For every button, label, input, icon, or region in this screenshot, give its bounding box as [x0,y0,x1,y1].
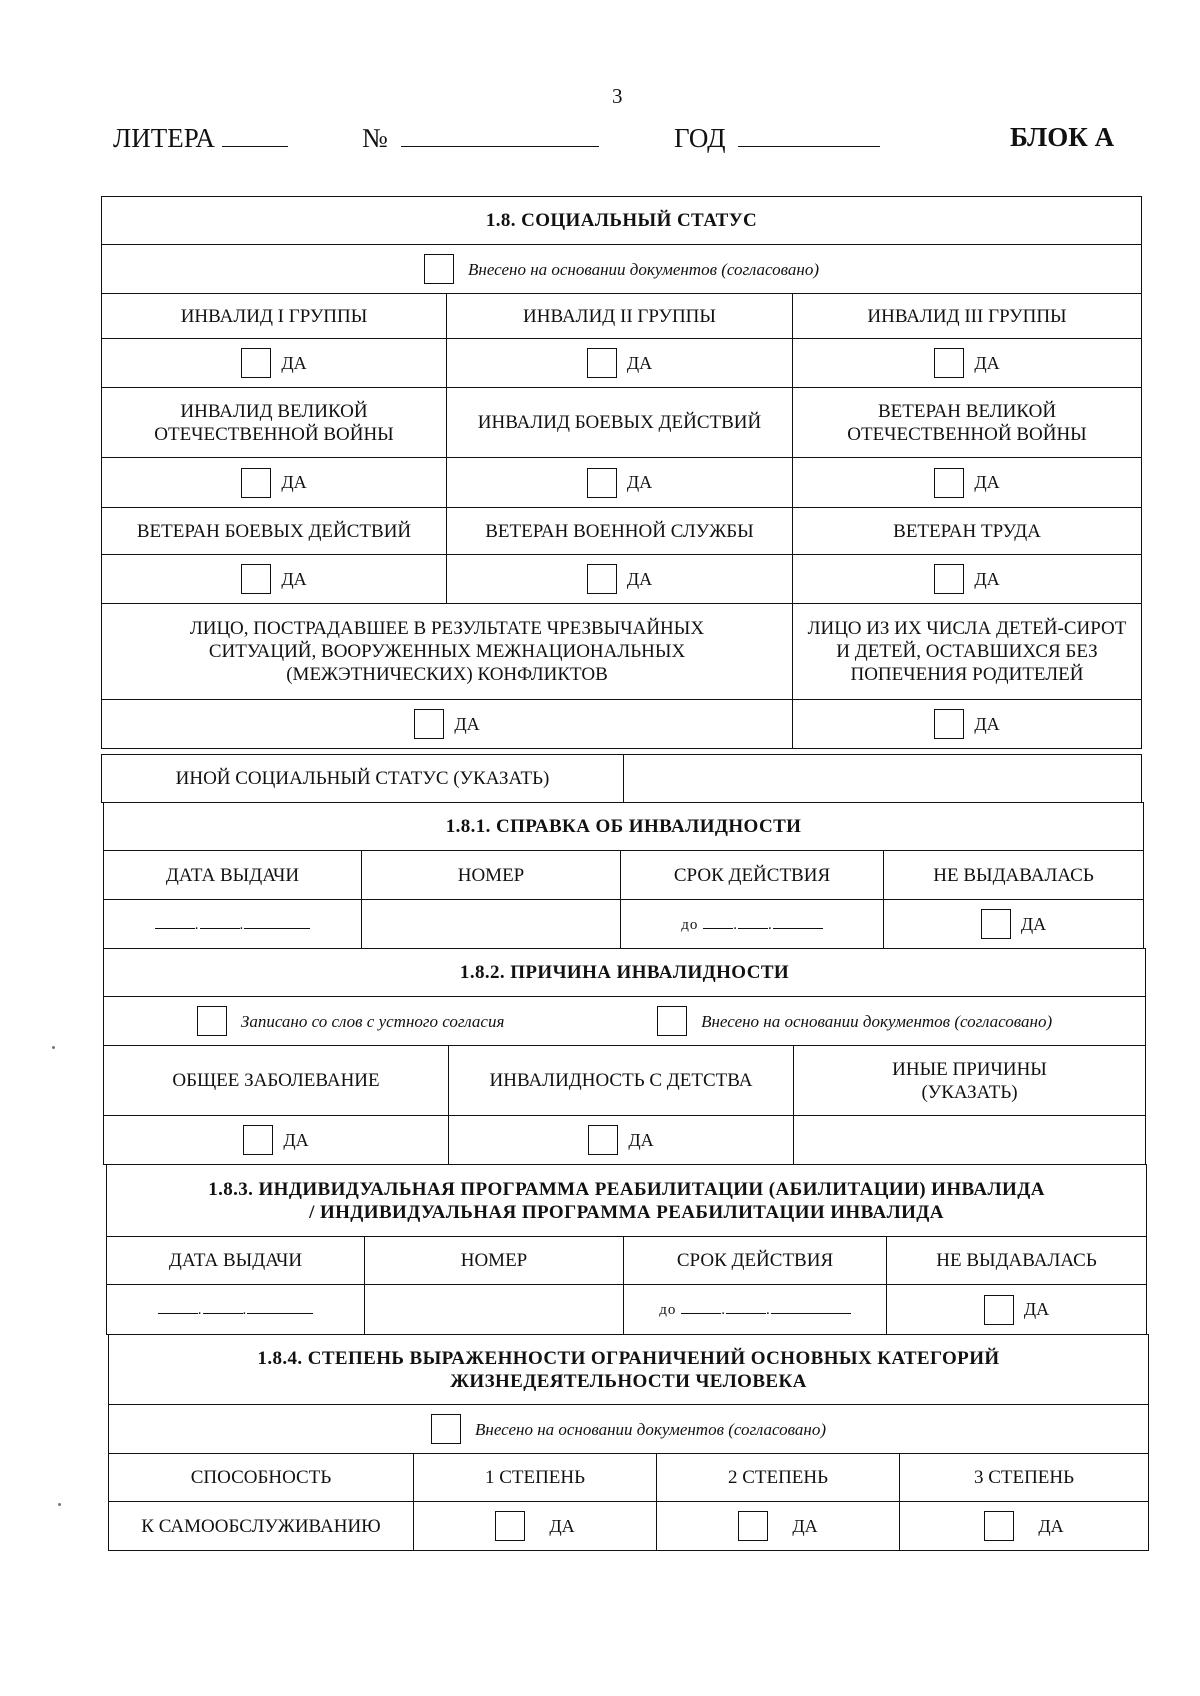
orphan-checkbox[interactable] [934,709,964,739]
section-1-8-4-title-line1: 1.8.4. СТЕПЕНЬ ВЫРАЖЕННОСТИ ОГРАНИЧЕНИЙ ОСНОВНЫХ КАТЕГОРИЙ [257,1347,1000,1369]
disabled-group-3-yes-cell [793,339,1142,388]
from-childhood-label: ИНВАЛИДНОСТЬ С ДЕТСТВА [449,1046,794,1116]
cert-validity-label: СРОК ДЕЙСТВИЯ [621,851,884,900]
wwii-veteran-yes-cell [793,458,1142,508]
disabled-group-3-checkbox[interactable] [934,348,964,378]
litera-field [113,122,288,154]
from-childhood-yes-cell [449,1116,794,1165]
wwii-disabled-label: ИНВАЛИД ВЕЛИКОЙ ОТЕЧЕСТВЕННОЙ ВОЙНЫ [102,388,447,458]
wwii-veteran-label: ВЕТЕРАН ВЕЛИКОЙ ОТЕЧЕСТВЕННОЙ ВОЙНЫ [793,388,1142,458]
emergency-victim-yes-cell [102,700,793,749]
combat-disabled-checkbox[interactable] [587,468,617,498]
degree-3-label: 3 СТЕПЕНЬ [900,1454,1149,1502]
limits-docs-confirmed-checkbox[interactable] [431,1414,461,1444]
year-field [674,122,880,154]
ipr-not-issued-label: НЕ ВЫДАВАЛАСЬ [887,1237,1147,1285]
yes-label: ДА [974,568,1000,589]
self-care-degree-3-checkbox[interactable] [984,1511,1014,1541]
ipr-not-issued-yes-cell [887,1285,1147,1335]
life-activity-limits-table [108,1334,1149,1551]
disabled-group-2-checkbox[interactable] [587,348,617,378]
self-care-degree-3-cell [900,1502,1149,1551]
cert-number-label: НОМЕР [362,851,621,900]
combat-disabled-label: ИНВАЛИД БОЕВЫХ ДЕЙСТВИЙ [447,388,793,458]
cert-issue-date-label: ДАТА ВЫДАЧИ [104,851,362,900]
section-1-8-3-title-line1: 1.8.3. ИНДИВИДУАЛЬНАЯ ПРОГРАММА РЕАБИЛИТАЦИИ (АБИЛИТАЦИИ) ИНВАЛИДА [208,1178,1045,1200]
yes-label: ДА [549,1515,575,1536]
oral-consent-label: Записано со слов с устного согласия [240,1011,505,1031]
degree-1-label: 1 СТЕПЕНЬ [414,1454,657,1502]
disability-cause-table [103,948,1146,1165]
yes-label: ДА [281,472,307,492]
other-reasons-input[interactable] [794,1116,1146,1165]
yes-label: ДА [974,713,1000,734]
combat-veteran-checkbox[interactable] [241,564,271,594]
ipr-validity-label: СРОК ДЕЙСТВИЯ [624,1237,887,1285]
other-status-table [101,754,1142,803]
section-1-8-4-title [109,1335,1149,1405]
docs-note-label: Внесено на основании документов (согласовано) [468,259,819,279]
general-disease-checkbox[interactable] [243,1125,273,1155]
military-veteran-yes-cell [447,555,793,604]
yes-label: ДА [974,472,1000,492]
labor-veteran-yes-cell [793,555,1142,604]
emergency-victim-label: ЛИЦО, ПОСТРАДАВШЕЕ В РЕЗУЛЬТАТЕ ЧРЕЗВЫЧАЙНЫХ СИТУАЦИЙ, ВООРУЖЕННЫХ МЕЖНАЦИОНАЛЬНЫХ (МЕЖЭТНИЧЕСКИХ) КОНФЛИКТОВ [102,604,793,700]
yes-label: ДА [974,352,1000,373]
ipr-number-input[interactable] [365,1285,624,1335]
social-status-table [101,196,1142,749]
emergency-victim-checkbox[interactable] [414,709,444,739]
yes-label: ДА [1038,1515,1064,1536]
number-input-line[interactable] [401,122,599,147]
self-care-degree-2-cell [657,1502,900,1551]
yes-label: ДА [1020,913,1047,934]
yes-label: ДА [626,352,653,373]
military-veteran-checkbox[interactable] [587,564,617,594]
labor-veteran-label: ВЕТЕРАН ТРУДА [793,508,1142,555]
yes-label: ДА [281,352,307,373]
disabled-group-3-label: ИНВАЛИД III ГРУППЫ [793,294,1142,339]
disabled-group-2-label: ИНВАЛИД II ГРУППЫ [447,294,793,339]
cause-docs-note-label: Внесено на основании документов (согласовано) [701,1011,1053,1031]
general-disease-label: ОБЩЕЕ ЗАБОЛЕВАНИЕ [104,1046,449,1116]
degree-2-label: 2 СТЕПЕНЬ [657,1454,900,1502]
wwii-veteran-checkbox[interactable] [934,468,964,498]
yes-label: ДА [626,568,653,589]
number-label: № [362,123,388,153]
wwii-disabled-checkbox[interactable] [241,468,271,498]
litera-input-line[interactable] [222,122,288,147]
number-field [362,122,599,154]
yes-label: ДА [283,1129,309,1150]
section-1-8-title: 1.8. СОЦИАЛЬНЫЙ СТАТУС [102,197,1142,245]
until-label: до [659,1302,677,1318]
ipr-not-issued-checkbox[interactable] [984,1295,1014,1325]
orphan-label: ЛИЦО ИЗ ИХ ЧИСЛА ДЕТЕЙ-СИРОТ И ДЕТЕЙ, ОСТАВШИХСЯ БЕЗ ПОПЕЧЕНИЯ РОДИТЕЛЕЙ [793,604,1142,700]
cert-not-issued-label: НЕ ВЫДАВАЛАСЬ [884,851,1144,900]
disability-certificate-table [103,802,1144,949]
other-status-label: ИНОЙ СОЦИАЛЬНЫЙ СТАТУС (УКАЗАТЬ) [102,755,624,803]
docs-note-row [102,245,1142,294]
disabled-group-1-label: ИНВАЛИД I ГРУППЫ [102,294,447,339]
disabled-group-1-checkbox[interactable] [241,348,271,378]
until-label: до [681,916,699,933]
self-care-degree-1-checkbox[interactable] [495,1511,525,1541]
disabled-group-1-yes-cell [102,339,447,388]
scan-speck [58,1503,61,1506]
cause-notes-row [104,997,1146,1046]
litera-label: ЛИТЕРА [113,123,215,153]
limits-docs-note-label: Внесено на основании документов (согласовано) [475,1419,826,1439]
military-veteran-label: ВЕТЕРАН ВОЕННОЙ СЛУЖБЫ [447,508,793,555]
self-care-degree-1-cell [414,1502,657,1551]
cert-number-input[interactable] [362,900,621,949]
block-label: БЛОК А [1010,122,1115,152]
ipr-issue-date-label: ДАТА ВЫДАЧИ [107,1237,365,1285]
page-number: 3 [612,84,623,108]
from-childhood-checkbox[interactable] [588,1125,618,1155]
yes-label: ДА [454,713,480,734]
orphan-yes-cell [793,700,1142,749]
disabled-group-2-yes-cell [447,339,793,388]
combat-veteran-label: ВЕТЕРАН БОЕВЫХ ДЕЙСТВИЙ [102,508,447,555]
combat-veteran-yes-cell [102,555,447,604]
cert-issue-date-input[interactable]: . . [104,900,362,949]
docs-confirmed-checkbox[interactable] [424,254,454,284]
cert-not-issued-yes-cell [884,900,1144,949]
other-reasons-label: ИНЫЕ ПРИЧИНЫ (УКАЗАТЬ) [794,1046,1146,1116]
oral-consent-checkbox[interactable] [197,1006,227,1036]
other-status-input[interactable] [624,755,1142,803]
section-1-8-3-title-line2: / ИНДИВИДУАЛЬНАЯ ПРОГРАММА РЕАБИЛИТАЦИИ ИНВАЛИДА [309,1201,944,1223]
yes-label: ДА [1023,1299,1050,1319]
ipr-validity-input[interactable]: до . . [624,1285,887,1335]
yes-label: ДА [626,472,653,492]
combat-disabled-yes-cell [447,458,793,508]
ability-label: СПОСОБНОСТЬ [109,1454,414,1502]
year-input-line[interactable] [738,122,880,147]
ipr-number-label: НОМЕР [365,1237,624,1285]
section-1-8-4-title-line2: ЖИЗНЕДЕЯТЕЛЬНОСТИ ЧЕЛОВЕКА [450,1370,807,1392]
general-disease-yes-cell [104,1116,449,1165]
yes-label: ДА [281,568,307,589]
self-care-degree-2-checkbox[interactable] [738,1511,768,1541]
yes-label: ДА [792,1515,818,1536]
wwii-disabled-yes-cell [102,458,447,508]
year-label: ГОД [674,123,726,153]
rehab-program-table [106,1164,1147,1335]
self-care-label: К САМООБСЛУЖИВАНИЮ [109,1502,414,1551]
scan-speck [52,1046,55,1049]
cause-docs-confirmed-checkbox[interactable] [657,1006,687,1036]
ipr-issue-date-input[interactable]: . . [107,1285,365,1335]
section-1-8-2-title: 1.8.2. ПРИЧИНА ИНВАЛИДНОСТИ [104,949,1146,997]
labor-veteran-checkbox[interactable] [934,564,964,594]
cert-not-issued-checkbox[interactable] [981,909,1011,939]
section-1-8-1-title: 1.8.1. СПРАВКА ОБ ИНВАЛИДНОСТИ [104,803,1144,851]
limits-docs-note-row [109,1405,1149,1454]
cert-validity-input[interactable]: до . . [621,900,884,949]
yes-label: ДА [628,1129,654,1150]
section-1-8-3-title [107,1165,1147,1237]
